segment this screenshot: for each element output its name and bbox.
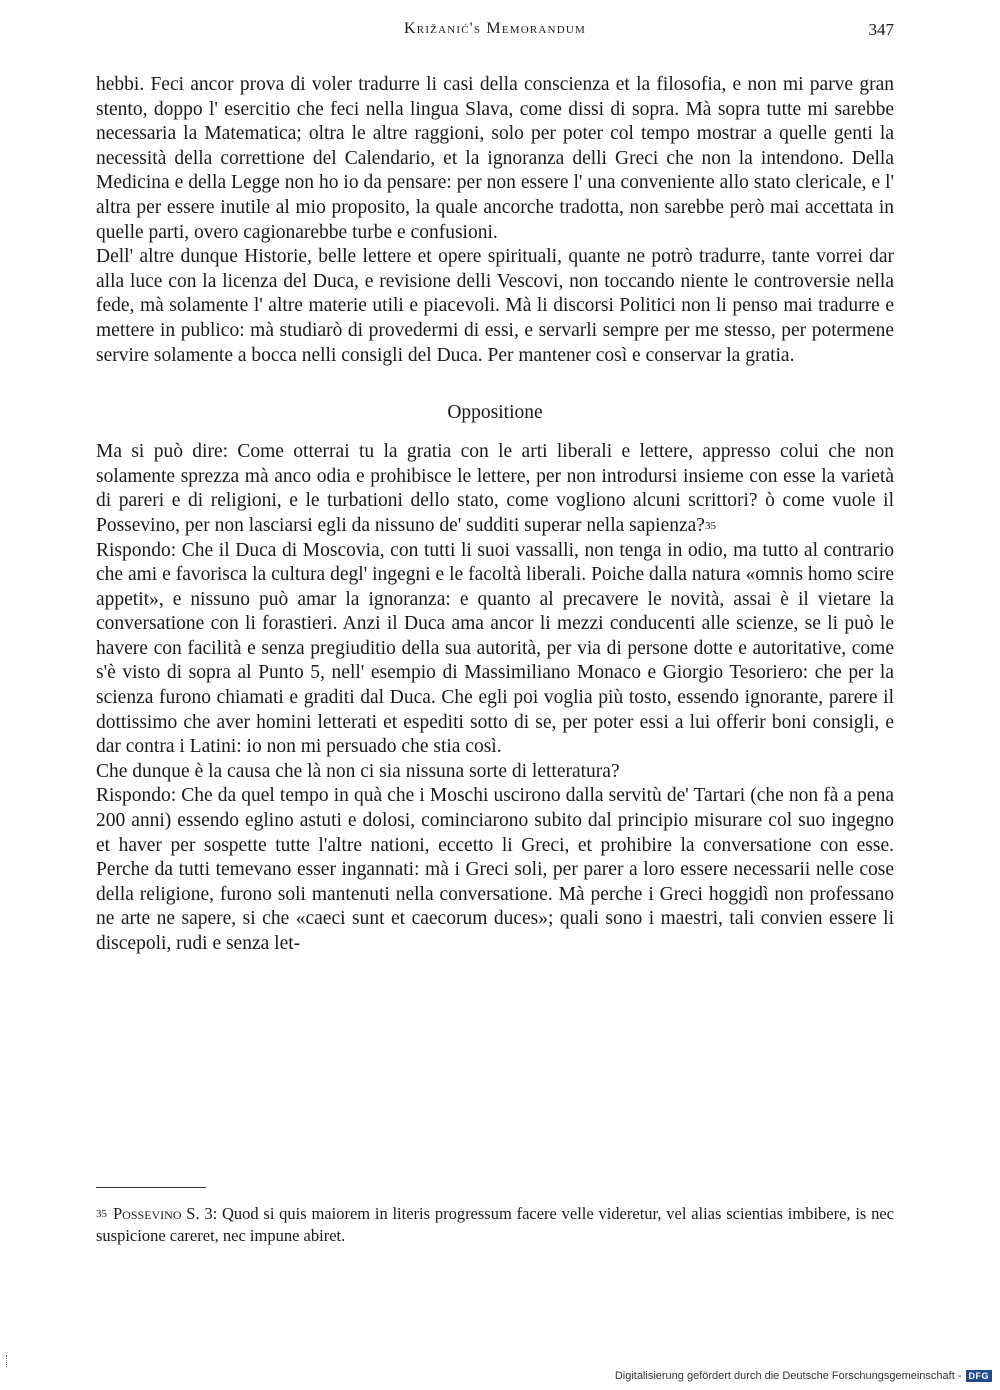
dfg-logo: DFG	[966, 1370, 993, 1382]
credit-text: Digitalisierung gefördert durch die Deutsche Forschungsgemeinschaft -	[614, 1370, 962, 1382]
paragraph: hebbi. Feci ancor prova di voler tradurre li casi della conscienza et la filosofia, e non mi parve gran stento, doppo l' esercitio che feci nella lingua Slava, come dissi di sopra. Mà sopra tutte mi sarebbe necessaria la Matematica; oltra le altre raggioni, solo per poter col tempo mostrar a quelle genti la necessità della correttione del Calendario, et la ignoranza delli Greci che non la intendono. Della Medicina e della Legge non ho io da pensare: per non essere l' una conveniente allo stato clericale, e l' altra per essere inutile al mio proposito, la quale ancorche tradotta, non sarebbe però mai accettata in quelle parti, overo cagionarebbe turbe e confusioni.	[96, 74, 894, 243]
paragraph	[96, 440, 894, 538]
footnote-reference: 35	[704, 519, 716, 532]
paragraph: Dell' altre dunque Historie, belle lettere et opere spirituali, quante ne potrò tradurre, tante vorrei dar alla luce con la licenza del Duca, e revisione delli Vescovi, non toccando niente le controversie nella fede, mà solamente l' altre materie utili e piacevoli. Mà li discorsi Politici non li penso mai tradurre e mettere in publico: mà studiarò di provedermi di essi, e servarli sempre per me stesso, per potermene servire solamente a bocca nelli consigli del Duca. Per mantener così e conservar la gratia.	[96, 246, 894, 366]
paragraph-text: Ma si può dire: Come otterrai tu la gratia con le arti liberali e lettere, appresso colui che non solamente sprezza mà anco odia e prohibisce le lettere, per non introdursi insieme con esse la varietà di pareri e di religioni, e le turbationi dello stato, come vogliono alcuni scrittori? ò come vuole il Possevino, per non lasciarsi egli da nissuno de' sudditi superar nella sapienza?	[96, 441, 894, 536]
footnote-author: Possevino	[113, 1204, 182, 1223]
footnote-text: S. 3: Quod si quis maiorem in literis progressum facere velle videretur, vel alias scientias imbibere, is nec suspicione careret, nec impune abiret.	[96, 1204, 894, 1245]
paragraph: Che dunque è la causa che là non ci sia nissuna sorte di letteratura?	[96, 760, 620, 782]
footnote	[96, 1203, 894, 1247]
body-text	[96, 73, 894, 957]
page-header	[96, 20, 894, 44]
page-number: 347	[868, 20, 894, 39]
section-heading: Oppositione	[447, 402, 543, 424]
paragraph: Rispondo: Che da quel tempo in quà che i Moschi uscirono dalla servitù de' Tartari (che non fà a pena 200 anni) essendo eglino astuti e dolosi, cominciarono subito dal principio misurare col suo ingegno et haver per sospette tutte l'altre nationi, eccetto li Greci, et prohibire la conversatione con esse. Perche da tutti temevano esser ingannati: mà i Greci soli, per parer a loro essere necessarii nelle cose della religione, furono soli mantenuti nella conversatione. Mà perche i Greci hoggidì non professano ne arte ne sapere, si che «caeci sunt et caecorum duces»; quali sono i maestri, tali convien essere li discepoli, rudi e senza let-	[96, 785, 894, 954]
digitization-credit	[615, 1370, 992, 1382]
footnote-divider	[96, 1187, 206, 1188]
margin-mark	[6, 1355, 9, 1367]
running-head: Križanić's Memorandum	[404, 20, 586, 37]
footnote-marker: 35	[96, 1208, 107, 1220]
paragraph: Rispondo: Che il Duca di Moscovia, con tutti li suoi vassalli, non tenga in odio, ma tutto al contrario che ami e favorisca la cultura degl' ingegni e le facoltà liberali. Poiche dalla natura «omnis homo scire appetit», e nissuno può amar la ignoranza: e quanto al precavere le novità, assai è il vietare la conversatione con li forastieri. Anzi il Duca ama ancor li mezzi conducenti alle scienze, se li può le havere con facilità e senza pregiuditio della sua autorità, per via di persone dotte e autoritative, come s'è visto di sopra al Punto 5, nell' esempio di Massimiliano Monaco e Giorgio Tesoriero: che per la scienza furono chiamati e graditi dal Duca. Che egli poi voglia più tosto, essendo ignorante, parere il dottissimo che aver homini letterati et espediti sotto di se, per poter essi a lui offerir boni consigli, e dar contra i Latini: io non mi persuado che stia così.	[96, 539, 894, 758]
